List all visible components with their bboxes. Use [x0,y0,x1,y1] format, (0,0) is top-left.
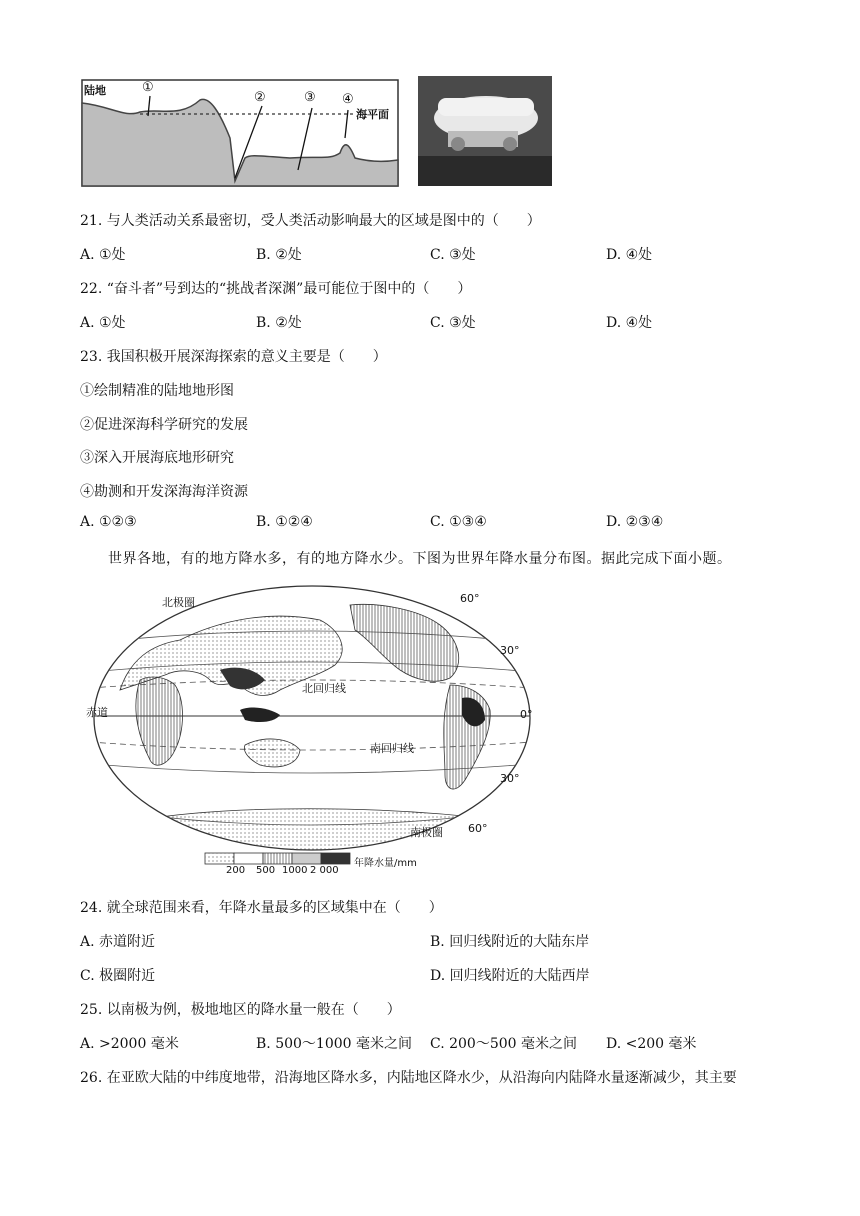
q23-option-a[interactable]: A. ①②③ [80,514,137,530]
q24-option-b[interactable]: B. 回归线附近的大陆东岸 [430,934,590,950]
q23-option-d[interactable]: D. ②③④ [606,514,664,530]
marker-3: ③ [304,90,316,105]
submersible-image [418,76,552,186]
north-pole-label: 北极圈 [162,596,195,609]
equator-label: 赤道 [86,706,108,719]
q25-option-d[interactable]: D. <200 毫米 [606,1036,697,1052]
land-label: 陆地 [84,84,106,97]
legend-swatches [204,852,364,866]
q21-option-d[interactable]: D. ④处 [606,247,653,263]
world-precipitation-map [80,580,540,870]
q21-option-b[interactable]: B. ②处 [256,247,302,263]
q24-stem: 24. 就全球范围来看，年降水量最多的区域集中在（ ） [80,900,443,916]
marker-1: ① [142,80,154,95]
tropic-south-label: 南回归线 [370,742,414,755]
q26-stem: 26. 在亚欧大陆的中纬度地带，沿海地区降水多，内陆地区降水少，从沿海向内陆降水量逐渐减少，其主要 [80,1070,737,1086]
q22-option-b[interactable]: B. ②处 [256,315,302,331]
q23-stem: 23. 我国积极开展深海探索的意义主要是（ ） [80,349,387,365]
q21-option-c[interactable]: C. ③处 [430,247,476,263]
q23-item-1: ①绘制精准的陆地地形图 [80,383,234,399]
q22-option-a[interactable]: A. ①处 [80,315,126,331]
q23-item-4: ④勘测和开发深海海洋资源 [80,484,248,500]
lat-label-0: 0° [520,708,533,721]
q24-option-d[interactable]: D. 回归线附近的大陆西岸 [430,968,590,984]
legend-unit: 年降水量/mm [354,858,417,869]
legend-value-1000: 1000 [282,865,308,876]
q25-option-b[interactable]: B. 500～1000 毫米之间 [256,1036,412,1052]
q23-item-2: ②促进深海科学研究的发展 [80,417,248,433]
q25-stem: 25. 以南极为例，极地地区的降水量一般在（ ） [80,1002,401,1018]
marker-4: ④ [342,92,354,107]
tropic-north-label: 北回归线 [302,682,346,695]
q21-option-a[interactable]: A. ①处 [80,247,126,263]
q21-stem: 21. 与人类活动关系最密切，受人类活动影响最大的区域是图中的（ ） [80,213,541,229]
q24-option-c[interactable]: C. 极圈附近 [80,968,156,984]
south-pole-label: 南极圈 [410,826,443,839]
sea-level-label: 海平面 [356,108,389,121]
q24-option-a[interactable]: A. 赤道附近 [80,934,156,950]
legend-value-2000: 2 000 [310,865,339,876]
q25-option-a[interactable]: A. >2000 毫米 [80,1036,179,1052]
legend-value-500: 500 [256,865,276,876]
q23-option-b[interactable]: B. ①②④ [256,514,313,530]
section-intro: 世界各地，有的地方降水多，有的地方降水少。下图为世界年降水量分布图。据此完成下面小题。 [108,551,732,567]
lat-label-60n: 60° [460,592,480,605]
q22-option-d[interactable]: D. ④处 [606,315,653,331]
q22-stem: 22. “奋斗者”号到达的“挑战者深渊”最可能位于图中的（ ） [80,281,472,297]
q22-option-c[interactable]: C. ③处 [430,315,476,331]
ocean-profile-figure [80,78,400,188]
q25-option-c[interactable]: C. 200～500 毫米之间 [430,1036,578,1052]
lat-label-30n: 30° [500,644,520,657]
q23-option-c[interactable]: C. ①③④ [430,514,487,530]
lat-label-60s: 60° [468,822,488,835]
submersible-photo [418,76,552,186]
q23-item-3: ③深入开展海底地形研究 [80,450,234,466]
marker-2: ② [254,90,266,105]
lat-label-30s: 30° [500,772,520,785]
map-legend [204,852,424,878]
legend-value-200: 200 [226,865,246,876]
